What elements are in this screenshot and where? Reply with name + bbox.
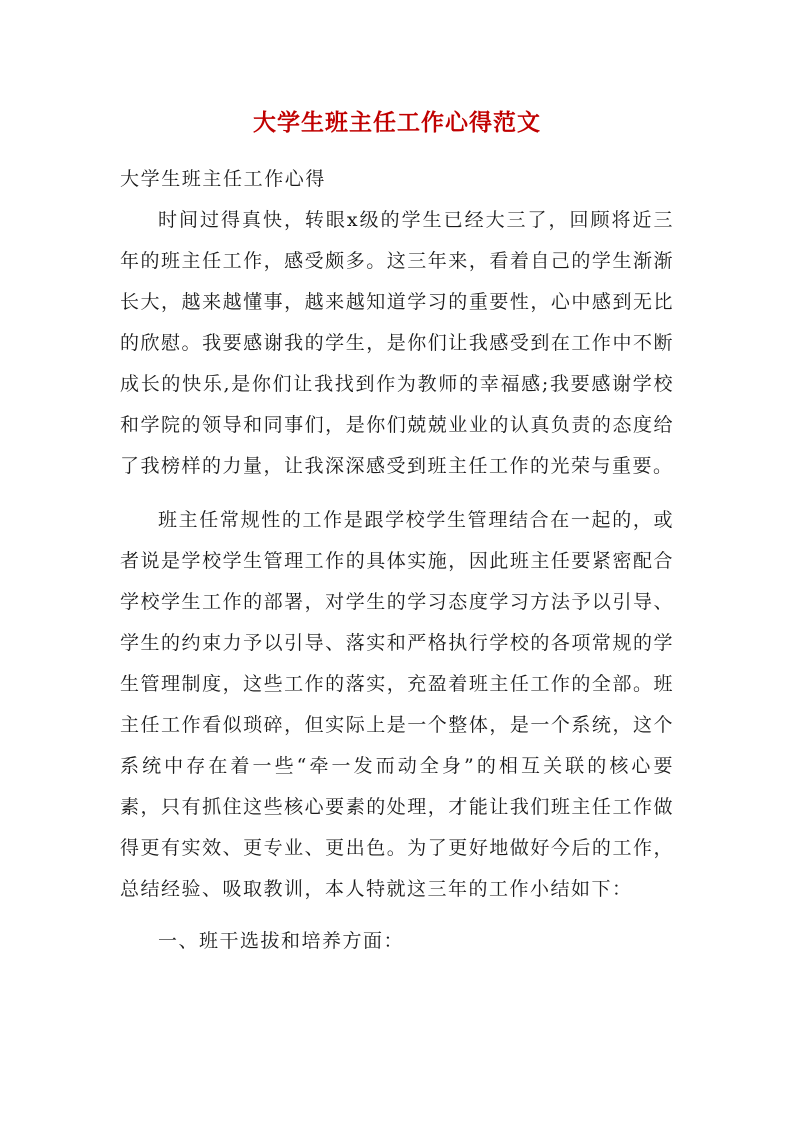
document-body (120, 200, 674, 962)
document-subtitle: 大学生班主任工作心得 (120, 168, 327, 190)
paragraph: 时间过得真快，转眼x级的学生已经大三了，回顾将近三年的班主任工作，感受颇多。这三年来，看着自己的学生渐渐长大，越来越懂事，越来越知道学习的重要性，心中感到无比的欣慰。我要感谢我的学生，是你们让我感受到在工作中不断成长的快乐,是你们让我找到作为教师的幸福感;我要感谢学校和学院的领导和同事们，是你们兢兢业业的认真负责的态度给了我榜样的力量，让我深深感受到班主任工作的光荣与重要。 (120, 209, 674, 477)
paragraph: 班主任常规性的工作是跟学校学生管理结合在一起的，或者说是学校学生管理工作的具体实施，因此班主任要紧密配合学校学生工作的部署，对学生的学习态度学习方法予以引导、学生的约束力予以引导、落实和严格执行学校的各项常规的学生管理制度，这些工作的落实，充盈着班主任工作的全部。班主任工作看似琐碎，但实际上是一个整体，是一个系统，这个系统中存在着一些“牵一发而动全身”的相互关联的核心要素，只有抓住这些核心要素的处理，才能让我们班主任工作做得更有实效、更专业、更出色。为了更好地做好今后的工作，总结经验、吸取教训，本人特就这三年的工作小结如下： (120, 509, 674, 900)
document-title: 大学生班主任工作心得范文 (253, 109, 541, 136)
section-heading: 一、班干选拔和培养方面： (158, 930, 405, 952)
